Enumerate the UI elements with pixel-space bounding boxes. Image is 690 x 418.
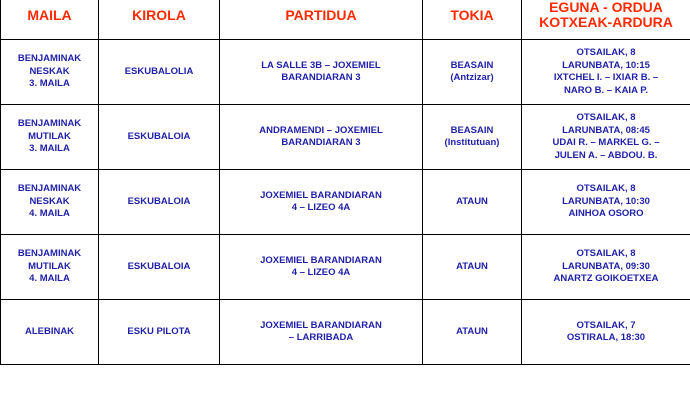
cell-partidua-line: LA SALLE 3B – JOXEMIEL [261, 59, 381, 71]
cell-tokia [423, 170, 522, 235]
cell-kirola: ESKU PILOTA [99, 300, 220, 365]
cell-eguna-line: UDAI R. – MARKEL G. – [552, 137, 660, 148]
cell-maila-line: 3. MAILA [29, 143, 70, 155]
header-eguna-line-1: EGUNA - ORDUA [549, 0, 663, 15]
cell-maila-line: MUTILAK [28, 260, 71, 272]
header-partidua: PARTIDUA [220, 0, 423, 40]
table-row [1, 170, 690, 235]
cell-partidua [220, 300, 423, 365]
cell-maila [1, 105, 99, 170]
cell-eguna-line: LARUNBATA, 10:15 [562, 59, 650, 71]
cell-partidua-line: BARANDIARAN 3 [281, 72, 361, 83]
cell-tokia-line: ATAUN [456, 325, 488, 337]
cell-eguna-line: ANARTZ GOIKOETXEA [553, 273, 659, 285]
cell-maila-line: BENJAMINAK [17, 183, 82, 195]
header-row [1, 0, 690, 40]
cell-kirola: ESKUBALOIA [99, 235, 220, 300]
cell-partidua-line: JOXEMIEL BARANDIARAN [260, 189, 382, 201]
cell-eguna [522, 300, 690, 365]
cell-kirola: ESKUBALOIA [99, 105, 220, 170]
cell-maila-line: ALEBINAK [24, 325, 75, 337]
cell-eguna-line: OTSAILAK, 8 [576, 248, 636, 260]
cell-tokia-line: BEASAIN [450, 59, 494, 71]
cell-eguna-line: LARUNBATA, 09:30 [562, 260, 650, 272]
cell-kirola: ESKUBALOLIA [99, 40, 220, 105]
cell-tokia [423, 105, 522, 170]
cell-eguna-line: OTSAILAK, 7 [576, 319, 636, 331]
cell-maila-line: 3. MAILA [29, 78, 70, 90]
cell-maila [1, 235, 99, 300]
header-tokia: TOKIA [423, 0, 522, 40]
cell-partidua-line: 4 – LIZEO 4A [291, 267, 351, 278]
cell-partidua [220, 105, 423, 170]
table-row [1, 40, 690, 105]
cell-eguna-line: IXTCHEL I. – IXIAR B. – [553, 72, 659, 83]
cell-maila-line: BENJAMINAK [17, 118, 82, 130]
cell-partidua [220, 170, 423, 235]
header-kirola: KIROLA [99, 0, 220, 40]
cell-kirola: ESKUBALOIA [99, 170, 220, 235]
cell-eguna-line: OTSAILAK, 8 [576, 112, 636, 123]
cell-eguna-line: JULEN A. – ABDOU. B. [554, 149, 658, 161]
cell-tokia [423, 235, 522, 300]
header-eguna-line-2: KOTXEAK-ARDURA [539, 14, 673, 30]
cell-eguna [522, 170, 690, 235]
header-eguna-ordua [522, 0, 690, 40]
cell-partidua-line: JOXEMIEL BARANDIARAN [260, 319, 382, 331]
cell-eguna-line: NARO B. – KAIA P. [564, 84, 648, 96]
cell-tokia-line: (Antzizar) [450, 72, 494, 83]
cell-tokia-line: ATAUN [456, 195, 488, 207]
cell-maila [1, 300, 99, 365]
cell-maila-line: 4. MAILA [29, 273, 70, 285]
cell-maila-line: BENJAMINAK [17, 53, 82, 65]
cell-tokia [423, 300, 522, 365]
cell-partidua-line: JOXEMIEL BARANDIARAN [260, 254, 382, 266]
cell-partidua-line: ANDRAMENDI – JOXEMIEL [259, 124, 383, 136]
table-row [1, 300, 690, 365]
cell-maila-line: NESKAK [29, 195, 70, 207]
cell-maila-line: NESKAK [29, 65, 70, 77]
cell-tokia-line: (Institutuan) [444, 137, 500, 148]
cell-partidua-line: – LARRIBADA [288, 332, 354, 343]
cell-eguna-line: AINHOA OSORO [568, 208, 644, 220]
cell-partidua-line: BARANDIARAN 3 [281, 137, 361, 148]
table-row [1, 105, 690, 170]
cell-maila [1, 40, 99, 105]
cell-eguna-line: LARUNBATA, 10:30 [562, 195, 650, 207]
cell-maila-line: MUTILAK [28, 130, 71, 142]
cell-maila-line: BENJAMINAK [17, 248, 82, 260]
cell-partidua-line: 4 – LIZEO 4A [291, 202, 351, 213]
cell-eguna [522, 105, 690, 170]
cell-eguna-line: LARUNBATA, 08:45 [562, 124, 650, 136]
cell-eguna-line: OTSAILAK, 8 [576, 183, 636, 195]
cell-tokia-line: BEASAIN [450, 124, 494, 136]
cell-maila-line: 4. MAILA [29, 208, 70, 220]
cell-eguna-line: OSTIRALA, 18:30 [566, 332, 646, 343]
cell-eguna [522, 235, 690, 300]
table-row [1, 235, 690, 300]
cell-eguna [522, 40, 690, 105]
cell-eguna-line: OTSAILAK, 8 [576, 47, 636, 58]
cell-tokia [423, 40, 522, 105]
cell-tokia-line: ATAUN [456, 260, 488, 272]
header-maila: MAILA [1, 0, 99, 40]
cell-partidua [220, 40, 423, 105]
cell-maila [1, 170, 99, 235]
cell-partidua [220, 235, 423, 300]
